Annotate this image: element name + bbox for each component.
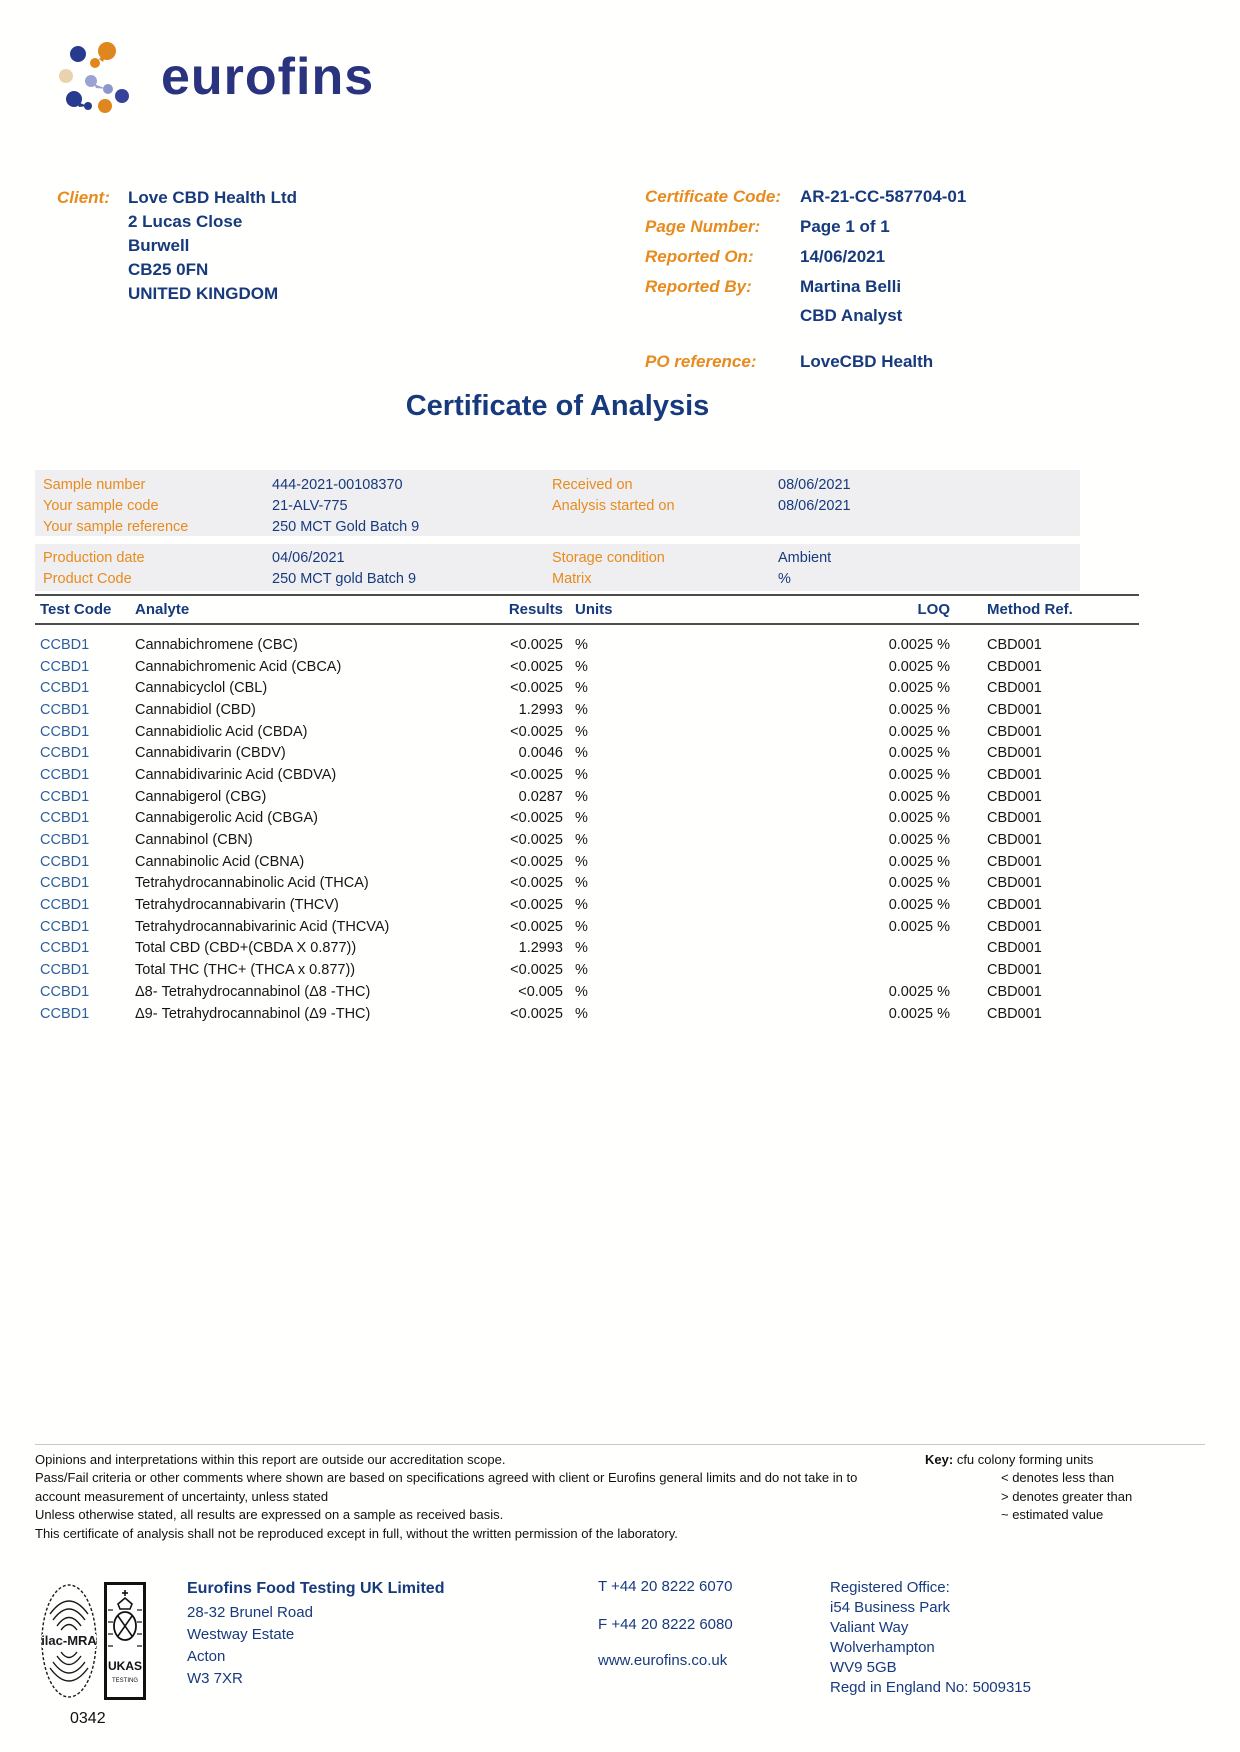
cell-result: <0.0025: [510, 853, 563, 870]
cell-loq: 0.0025 %: [888, 897, 950, 914]
footer-company-address-line: 28-32 Brunel Road: [187, 1604, 313, 1621]
cell-units: %: [575, 832, 588, 849]
footer-registered-line: i54 Business Park: [830, 1599, 951, 1616]
disclaimer-block: [35, 1451, 887, 1543]
cell-test-code: CCBD1: [40, 983, 90, 1000]
po-reference-label: PO reference:: [645, 352, 757, 371]
cell-units: %: [575, 723, 588, 740]
results-table-body: [35, 624, 1139, 1024]
storage-condition-value: Ambient: [778, 550, 832, 566]
disclaimer-line: Opinions and interpretations within this report are outside our accreditation scope.: [35, 1452, 506, 1467]
cell-test-code: CCBD1: [40, 658, 90, 675]
cell-analyte: Cannabinolic Acid (CBNA): [135, 853, 305, 870]
results-table-section: [35, 594, 1080, 1024]
header-method-ref: Method Ref.: [950, 595, 1139, 624]
cell-loq: 0.0025 %: [888, 766, 950, 783]
cell-result: <0.0025: [510, 875, 563, 892]
cell-method-ref: CBD001: [987, 810, 1042, 827]
cell-result: <0.0025: [510, 832, 563, 849]
header-loq: LOQ: [620, 595, 950, 624]
cell-method-ref: CBD001: [987, 788, 1042, 805]
cell-method-ref: CBD001: [987, 680, 1042, 697]
cell-loq: 0.0025 %: [888, 788, 950, 805]
cell-units: %: [575, 788, 588, 805]
cell-result: <0.0025: [510, 636, 563, 653]
matrix-label: Matrix: [552, 571, 592, 587]
eurofins-logo-dots-icon: [55, 38, 143, 116]
cell-result: 1.2993: [518, 940, 563, 957]
your-sample-reference-value: 250 MCT Gold Batch 9: [272, 519, 420, 535]
reported-on-value: 14/06/2021: [800, 247, 886, 266]
production-date-label: Production date: [43, 550, 145, 566]
client-name: Love CBD Health Ltd: [128, 188, 298, 207]
cell-loq: 0.0025 %: [888, 658, 950, 675]
cell-method-ref: CBD001: [987, 983, 1042, 1000]
cell-loq: 0.0025 %: [888, 680, 950, 697]
cell-test-code: CCBD1: [40, 701, 90, 718]
your-sample-reference-label: Your sample reference: [43, 519, 189, 535]
cell-loq: 0.0025 %: [888, 918, 950, 935]
cell-units: %: [575, 853, 588, 870]
key-items: [925, 1469, 1132, 1524]
table-row: [35, 829, 1139, 851]
disclaimer-line: Unless otherwise stated, all results are expressed on a sample as received basis.: [35, 1507, 504, 1523]
table-row: [35, 873, 1139, 895]
cell-analyte: Δ8- Tetrahydrocannabinol (Δ8 -THC): [135, 983, 371, 1000]
cell-test-code: CCBD1: [40, 1005, 90, 1022]
sample-number-label: Sample number: [43, 477, 146, 493]
cell-method-ref: CBD001: [987, 918, 1042, 935]
cell-test-code: CCBD1: [40, 875, 90, 892]
cell-analyte: Cannabicyclol (CBL): [135, 680, 268, 697]
product-code-value: 250 MCT gold Batch 9: [272, 571, 417, 587]
ukas-text: UKAS: [107, 1659, 143, 1673]
disclaimer-line: This certificate of analysis shall not be reproduced except in full, without the written permission of the laboratory.: [35, 1525, 678, 1541]
footer-registered-line: Regd in England No: 5009315: [830, 1679, 1031, 1696]
key-item: > denotes greater than: [1001, 1488, 1133, 1504]
table-row: [35, 721, 1139, 743]
cell-analyte: Tetrahydrocannabivarinic Acid (THCVA): [135, 918, 390, 935]
cell-test-code: CCBD1: [40, 962, 90, 979]
cell-loq: 0.0025 %: [888, 853, 950, 870]
cell-method-ref: CBD001: [987, 940, 1042, 957]
cell-analyte: Δ9- Tetrahydrocannabinol (Δ9 -THC): [135, 1005, 371, 1022]
cell-method-ref: CBD001: [987, 962, 1042, 979]
cell-result: <0.0025: [510, 658, 563, 675]
certificate-code-label: Certificate Code:: [645, 187, 782, 206]
footer-company-block: [187, 1578, 444, 1690]
cell-result: 0.0046: [518, 745, 563, 762]
reported-on-label: Reported On:: [645, 247, 754, 266]
cell-units: %: [575, 745, 588, 762]
footer-company-address-line: Acton: [187, 1648, 226, 1665]
footer-registered-block: [830, 1578, 1031, 1698]
cell-method-ref: CBD001: [987, 897, 1042, 914]
cell-analyte: Cannabinol (CBN): [135, 832, 253, 849]
analysis-started-label: Analysis started on: [552, 498, 675, 514]
reported-by-name: Martina Belli: [800, 277, 902, 296]
reported-by-row: [645, 276, 1115, 327]
cell-units: %: [575, 983, 588, 1000]
table-row: [35, 938, 1139, 960]
ukas-logo: [104, 1582, 146, 1700]
cell-method-ref: CBD001: [987, 658, 1042, 675]
storage-condition-label: Storage condition: [552, 550, 665, 566]
product-code-label: Product Code: [43, 571, 132, 587]
cell-result: <0.0025: [510, 897, 563, 914]
ilac-mra-text: ilac-MRA: [41, 1633, 97, 1648]
cell-loq: 0.0025 %: [888, 701, 950, 718]
client-address-line: UNITED KINGDOM: [128, 284, 279, 303]
cell-test-code: CCBD1: [40, 810, 90, 827]
cell-units: %: [575, 897, 588, 914]
cell-result: <0.0025: [510, 918, 563, 935]
cell-test-code: CCBD1: [40, 788, 90, 805]
reported-by-role: CBD Analyst: [800, 306, 903, 325]
table-row: [35, 894, 1139, 916]
table-row: [35, 656, 1139, 678]
cell-loq: 0.0025 %: [888, 745, 950, 762]
po-reference-value: LoveCBD Health: [800, 352, 934, 371]
header-units: Units: [563, 595, 620, 624]
key-label: Key:: [925, 1452, 954, 1467]
table-row: [35, 699, 1139, 721]
cell-test-code: CCBD1: [40, 636, 90, 653]
key-header: [925, 1451, 1132, 1469]
cell-units: %: [575, 962, 588, 979]
cell-method-ref: CBD001: [987, 875, 1042, 892]
cell-test-code: CCBD1: [40, 940, 90, 957]
cell-analyte: Cannabigerolic Acid (CBGA): [135, 810, 318, 827]
footer-company-address-line: Westway Estate: [187, 1626, 295, 1643]
cell-loq: 0.0025 %: [888, 1005, 950, 1022]
sample-number-value: 444-2021-00108370: [272, 477, 403, 493]
footer-fax: F +44 20 8222 6080: [598, 1616, 733, 1633]
sample-info-panel: [35, 470, 1080, 536]
cell-analyte: Cannabidivarin (CBDV): [135, 745, 286, 762]
cell-result: 1.2993: [518, 701, 563, 718]
cell-loq: [620, 959, 950, 981]
table-row: [35, 1003, 1139, 1025]
cell-units: %: [575, 875, 588, 892]
cell-result: <0.005: [518, 983, 563, 1000]
table-row: [35, 742, 1139, 764]
cell-method-ref: CBD001: [987, 723, 1042, 740]
cell-analyte: Total CBD (CBD+(CBDA X 0.877)): [135, 940, 357, 957]
cell-units: %: [575, 766, 588, 783]
cell-test-code: CCBD1: [40, 918, 90, 935]
table-row: [35, 624, 1139, 656]
cell-units: %: [575, 680, 588, 697]
accreditation-number: 0342: [70, 1710, 106, 1727]
footer-registered-line: Valiant Way: [830, 1619, 909, 1636]
cell-loq: 0.0025 %: [888, 636, 950, 653]
header-test-code: Test Code: [35, 595, 130, 624]
cell-test-code: CCBD1: [40, 897, 90, 914]
client-address: [128, 186, 297, 306]
cell-method-ref: CBD001: [987, 701, 1042, 718]
cell-method-ref: CBD001: [987, 832, 1042, 849]
cell-loq: [620, 938, 950, 960]
footer-website: www.eurofins.co.uk: [598, 1652, 728, 1669]
cell-result: <0.0025: [510, 810, 563, 827]
cell-units: %: [575, 940, 588, 957]
footer-registered-line: Registered Office:: [830, 1579, 950, 1596]
footer-phone: T +44 20 8222 6070: [598, 1578, 733, 1595]
header-results: Results: [435, 595, 563, 624]
table-row: [35, 959, 1139, 981]
cell-result: 0.0287: [518, 788, 563, 805]
eurofins-logo: [55, 38, 374, 116]
cell-test-code: CCBD1: [40, 680, 90, 697]
cell-units: %: [575, 636, 588, 653]
table-row: [35, 916, 1139, 938]
cell-analyte: Cannabichromene (CBC): [135, 636, 298, 653]
cell-method-ref: CBD001: [987, 636, 1042, 653]
your-sample-code-label: Your sample code: [43, 498, 159, 514]
cell-method-ref: CBD001: [987, 766, 1042, 783]
results-table-header-row: [35, 595, 1139, 624]
production-date-value: 04/06/2021: [272, 550, 345, 566]
matrix-value: %: [778, 571, 791, 587]
certificate-code-row: [645, 186, 1115, 208]
cell-units: %: [575, 1005, 588, 1022]
cell-result: <0.0025: [510, 962, 563, 979]
ilac-mra-logo: [40, 1582, 98, 1700]
footer-registered-line: Wolverhampton: [830, 1639, 935, 1656]
eurofins-logo-text: eurofins: [161, 48, 375, 106]
header-analyte: Analyte: [130, 595, 435, 624]
received-on-value: 08/06/2021: [778, 477, 851, 493]
client-address-line: 2 Lucas Close: [128, 212, 243, 231]
reported-by-label: Reported By:: [645, 277, 752, 296]
ukas-sub-text: TESTING: [111, 1678, 139, 1684]
key-first-item: cfu colony forming units: [956, 1452, 1094, 1467]
product-info-panel: [35, 544, 1080, 591]
footer-registered-line: WV9 5GB: [830, 1659, 897, 1676]
table-row: [35, 808, 1139, 830]
cell-loq: 0.0025 %: [888, 810, 950, 827]
cell-test-code: CCBD1: [40, 723, 90, 740]
key-item: ~ estimated value: [1001, 1507, 1104, 1523]
po-reference-row: [645, 351, 1115, 373]
page-number-value: Page 1 of 1: [800, 217, 890, 236]
cell-analyte: Cannabigerol (CBG): [135, 788, 267, 805]
table-row: [35, 851, 1139, 873]
cell-loq: 0.0025 %: [888, 832, 950, 849]
cell-test-code: CCBD1: [40, 766, 90, 783]
client-address-line: CB25 0FN: [128, 260, 209, 279]
report-meta-block: [645, 186, 1115, 381]
disclaimer-line: Pass/Fail criteria or other comments where shown are based on specifications agreed with client or Eurofins general limits and do not take in to account measurement of uncertainty, unless stated: [35, 1470, 858, 1504]
page-number-label: Page Number:: [645, 217, 761, 236]
cell-result: <0.0025: [510, 766, 563, 783]
table-row: [35, 981, 1139, 1003]
key-item: < denotes less than: [1001, 1470, 1115, 1486]
table-row: [35, 677, 1139, 699]
footer-divider: [35, 1444, 1205, 1445]
cell-analyte: Cannabichromenic Acid (CBCA): [135, 658, 342, 675]
cell-analyte: Tetrahydrocannabinolic Acid (THCA): [135, 875, 369, 892]
client-label: Client:: [57, 188, 110, 207]
table-row: [35, 786, 1139, 808]
footer-contact-block: [598, 1578, 733, 1669]
cell-analyte: Total THC (THC+ (THCA x 0.877)): [135, 962, 356, 979]
cell-method-ref: CBD001: [987, 1005, 1042, 1022]
page-number-row: [645, 216, 1115, 238]
certificate-code-value: AR-21-CC-587704-01: [800, 187, 967, 206]
table-row: [35, 764, 1139, 786]
cell-analyte: Cannabidiol (CBD): [135, 701, 256, 718]
cell-units: %: [575, 810, 588, 827]
cell-method-ref: CBD001: [987, 745, 1042, 762]
cell-result: <0.0025: [510, 1005, 563, 1022]
cell-loq: 0.0025 %: [888, 983, 950, 1000]
footer-company-address-line: W3 7XR: [187, 1670, 243, 1687]
results-table: [35, 594, 1139, 1024]
cell-method-ref: CBD001: [987, 853, 1042, 870]
cell-analyte: Tetrahydrocannabivarin (THCV): [135, 897, 339, 914]
cell-loq: 0.0025 %: [888, 875, 950, 892]
cell-loq: 0.0025 %: [888, 723, 950, 740]
cell-units: %: [575, 658, 588, 675]
key-block: [925, 1451, 1132, 1525]
cell-analyte: Cannabidivarinic Acid (CBDVA): [135, 766, 337, 783]
cell-units: %: [575, 701, 588, 718]
page-title: Certificate of Analysis: [405, 390, 710, 422]
analysis-started-value: 08/06/2021: [778, 498, 851, 514]
cell-test-code: CCBD1: [40, 832, 90, 849]
client-block: [57, 186, 297, 306]
received-on-label: Received on: [552, 477, 633, 493]
cell-test-code: CCBD1: [40, 745, 90, 762]
cell-result: <0.0025: [510, 680, 563, 697]
reported-on-row: [645, 246, 1115, 268]
cell-test-code: CCBD1: [40, 853, 90, 870]
cell-result: <0.0025: [510, 723, 563, 740]
footer-company-name: Eurofins Food Testing UK Limited: [187, 1580, 445, 1597]
cell-units: %: [575, 918, 588, 935]
client-address-line: Burwell: [128, 236, 190, 255]
your-sample-code-value: 21-ALV-775: [272, 498, 348, 514]
cell-analyte: Cannabidiolic Acid (CBDA): [135, 723, 308, 740]
